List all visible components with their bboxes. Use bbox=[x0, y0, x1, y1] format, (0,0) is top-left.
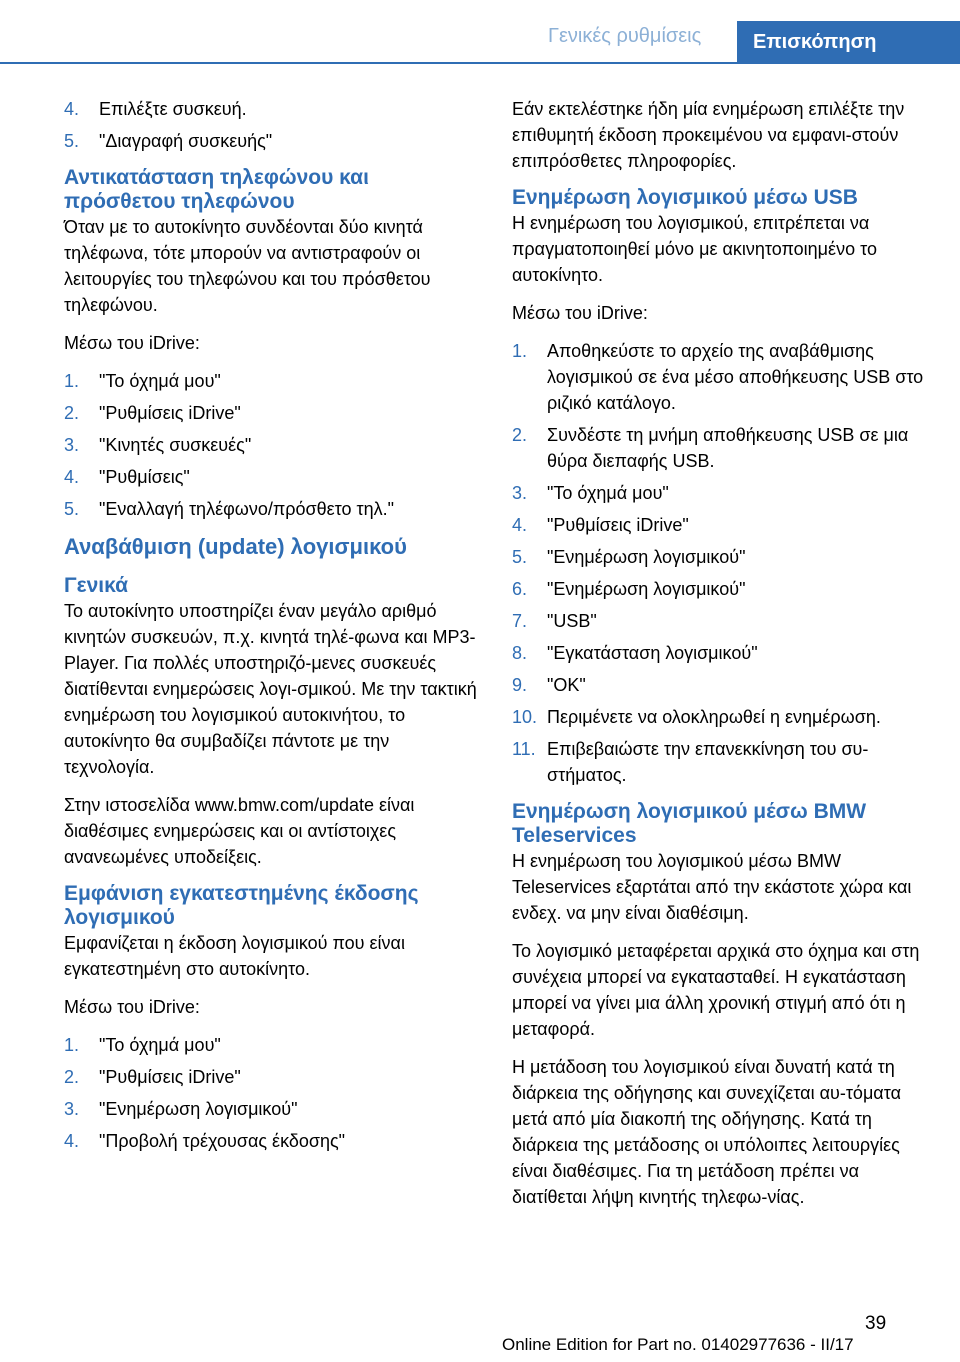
step-text: "OK" bbox=[547, 675, 586, 695]
via-idrive-label: Μέσω του iDrive: bbox=[512, 303, 648, 323]
list-item bbox=[512, 608, 926, 634]
list-item bbox=[64, 96, 478, 122]
page-header bbox=[0, 0, 960, 62]
step-number: 4. bbox=[512, 515, 528, 535]
heading-teleservices-update: Ενημέρωση λογισμικού μέσω BMW Teleservices bbox=[512, 800, 867, 847]
step-number: 1. bbox=[64, 371, 80, 391]
list-item bbox=[512, 576, 926, 602]
list-item bbox=[64, 1096, 478, 1122]
step-number: 5. bbox=[64, 499, 80, 519]
footer-edition: Online Edition for Part no. 01402977636 - II/17 bbox=[502, 1335, 854, 1354]
step-number: 4. bbox=[64, 1131, 80, 1151]
step-text: "Ρυθμίσεις iDrive" bbox=[99, 403, 241, 423]
via-idrive-label: Μέσω του iDrive: bbox=[64, 333, 200, 353]
step-number: 7. bbox=[512, 611, 528, 631]
list-item bbox=[512, 704, 926, 730]
step-text: "Το όχημά μου" bbox=[547, 483, 669, 503]
step-number: 2. bbox=[64, 1067, 80, 1087]
list-item bbox=[64, 1064, 478, 1090]
step-text: Επιλέξτε συσκευή. bbox=[99, 99, 247, 119]
device-delete-steps bbox=[64, 96, 478, 154]
step-number: 10. bbox=[512, 707, 538, 727]
step-text: "Το όχημά μου" bbox=[99, 1035, 221, 1055]
step-number: 4. bbox=[64, 467, 80, 487]
paragraph-display-version: Εμφανίζεται η έκδοση λογισμικού που είναι εγκατεστημένη στο αυτοκίνητο. bbox=[64, 933, 405, 979]
paragraph-website: Στην ιστοσελίδα www.bmw.com/update είναι διαθέσιμες ενημερώσεις και οι αντίστοιχες ανανεωμένες υποδείξεις. bbox=[64, 795, 415, 867]
via-idrive-label: Μέσω του iDrive: bbox=[64, 997, 200, 1017]
list-item bbox=[512, 672, 926, 698]
step-text: Συνδέστε τη μνήμη αποθήκευσης USB σε μια θύρα διεπαφής USB. bbox=[547, 425, 909, 471]
step-number: 9. bbox=[512, 675, 528, 695]
list-item bbox=[512, 512, 926, 538]
step-number: 5. bbox=[64, 131, 80, 151]
step-number: 2. bbox=[64, 403, 80, 423]
paragraph-intro: Εάν εκτελέστηκε ήδη μία ενημέρωση επιλέξτε την επιθυμητή έκδοση προκειμένου να εμφανι-στούν επιπρόσθετες πληροφορίες. bbox=[512, 99, 905, 171]
paragraph-teleservices-2: Το λογισμικό μεταφέρεται αρχικά στο όχημα και στη συνέχεια μπορεί να εγκατασταθεί. Η εγκατάσταση μπορεί να γίνει μια άλλη χρονική στιγμή από ότι η μεταφορά. bbox=[512, 941, 920, 1039]
step-text: "Εγκατάσταση λογισμικού" bbox=[547, 643, 758, 663]
list-item bbox=[512, 640, 926, 666]
step-text: "Κινητές συσκευές" bbox=[99, 435, 252, 455]
page-number: 39 bbox=[865, 1313, 887, 1334]
paragraph-usb-update: Η ενημέρωση του λογισμικού, επιτρέπεται να πραγματοποιηθεί μόνο με ακινητοποιημένο το αυτοκίνητο. bbox=[512, 213, 877, 285]
list-item bbox=[512, 736, 926, 788]
list-item bbox=[64, 368, 478, 394]
list-item bbox=[64, 1128, 478, 1154]
heading-usb-update: Ενημέρωση λογισμικού μέσω USB bbox=[512, 186, 858, 209]
step-number: 3. bbox=[64, 435, 80, 455]
step-text: "Ρυθμίσεις" bbox=[99, 467, 190, 487]
list-item bbox=[64, 128, 478, 154]
list-item bbox=[512, 544, 926, 570]
header-section-title: Γενικές ρυθμίσεις bbox=[548, 25, 702, 47]
step-text: "Ενημέρωση λογισμικού" bbox=[99, 1099, 298, 1119]
list-item bbox=[512, 480, 926, 506]
step-number: 8. bbox=[512, 643, 528, 663]
step-text: "Ενημέρωση λογισμικού" bbox=[547, 579, 746, 599]
heading-display-version: Εμφάνιση εγκατεστημένης έκδοσης λογισμικού bbox=[64, 882, 419, 929]
step-text: "Διαγραφή συσκευής" bbox=[99, 131, 273, 151]
usb-update-steps bbox=[512, 338, 926, 788]
list-item bbox=[64, 464, 478, 490]
step-text: Αποθηκεύστε το αρχείο της αναβάθμισης λογισμικού σε ένα μέσο αποθήκευσης USB στο ριζικό κατάλογο. bbox=[547, 341, 924, 413]
step-text: "USB" bbox=[547, 611, 597, 631]
step-text: Επιβεβαιώστε την επανεκκίνηση του συ-στήματος. bbox=[547, 739, 869, 785]
heading-general: Γενικά bbox=[64, 574, 129, 597]
list-item bbox=[64, 432, 478, 458]
display-version-steps bbox=[64, 1032, 478, 1154]
step-text: "Ρυθμίσεις iDrive" bbox=[99, 1067, 241, 1087]
left-column bbox=[64, 96, 478, 1166]
heading-software-update: Αναβάθμιση (update) λογισμικού bbox=[64, 534, 407, 559]
header-rule bbox=[0, 62, 960, 64]
list-item bbox=[64, 496, 478, 522]
list-item bbox=[512, 422, 926, 474]
step-text: "Ρυθμίσεις iDrive" bbox=[547, 515, 689, 535]
step-number: 3. bbox=[64, 1099, 80, 1119]
heading-replace-phone: Αντικατάσταση τηλεφώνου και πρόσθετου τηλεφώνου bbox=[64, 166, 369, 213]
right-column bbox=[512, 96, 926, 1222]
step-number: 11. bbox=[512, 739, 536, 759]
step-text: "Το όχημά μου" bbox=[99, 371, 221, 391]
step-number: 4. bbox=[64, 99, 80, 119]
paragraph-teleservices-3: Η μετάδοση του λογισμικού είναι δυνατή κατά τη διάρκεια της οδήγησης και συνεχίζεται αυ-τόματα μετά από μία διακοπή της οδήγησης. Κατά τη διάρκεια της μετάδοσης οι υπόλοιπες λειτουργίες είναι διαθέσιμες. Για τη μετάδοση πρέπει να διατίθεται λήψη κινητής τηλεφω-νίας. bbox=[512, 1057, 901, 1207]
step-text: "Εναλλαγή τηλέφωνο/πρόσθετο τηλ." bbox=[99, 499, 395, 519]
step-number: 3. bbox=[512, 483, 528, 503]
step-text: "Ενημέρωση λογισμικού" bbox=[547, 547, 746, 567]
header-tab-overview: Επισκόπηση bbox=[737, 21, 960, 62]
step-number: 1. bbox=[64, 1035, 80, 1055]
step-number: 6. bbox=[512, 579, 528, 599]
paragraph-general: Το αυτοκίνητο υποστηρίζει έναν μεγάλο αριθμό κινητών συσκευών, π.χ. κινητά τηλέ-φωνα και MP3-Player. Για πολλές υποστηριζό-μενες συσκευές διατίθενται ενημερώσεις λογι-σμικού. Με την τακτική ενημέρωση του λογισμικού αυτοκινήτου, το αυτοκίνητο θα συμβαδίζει πάντοτε με την τεχνολογία. bbox=[64, 601, 477, 777]
list-item bbox=[64, 400, 478, 426]
list-item bbox=[512, 338, 926, 416]
paragraph-replace-phone: Όταν με το αυτοκίνητο συνδέονται δύο κινητά τηλέφωνα, τότε μπορούν να αντιστραφούν οι λειτουργίες του τηλεφώνου και του πρόσθετου τηλεφώνου. bbox=[64, 217, 431, 315]
step-number: 5. bbox=[512, 547, 528, 567]
list-item bbox=[64, 1032, 478, 1058]
paragraph-teleservices-1: Η ενημέρωση του λογισμικού μέσω BMW Teleservices εξαρτάται από την εκάστοτε χώρα και ενδεχ. να μην είναι διαθέσιμη. bbox=[512, 851, 912, 923]
step-number: 2. bbox=[512, 425, 528, 445]
step-text: "Προβολή τρέχουσας έκδοσης" bbox=[99, 1131, 346, 1151]
step-number: 1. bbox=[512, 341, 528, 361]
step-text: Περιμένετε να ολοκληρωθεί η ενημέρωση. bbox=[547, 707, 881, 727]
replace-phone-steps bbox=[64, 368, 478, 522]
